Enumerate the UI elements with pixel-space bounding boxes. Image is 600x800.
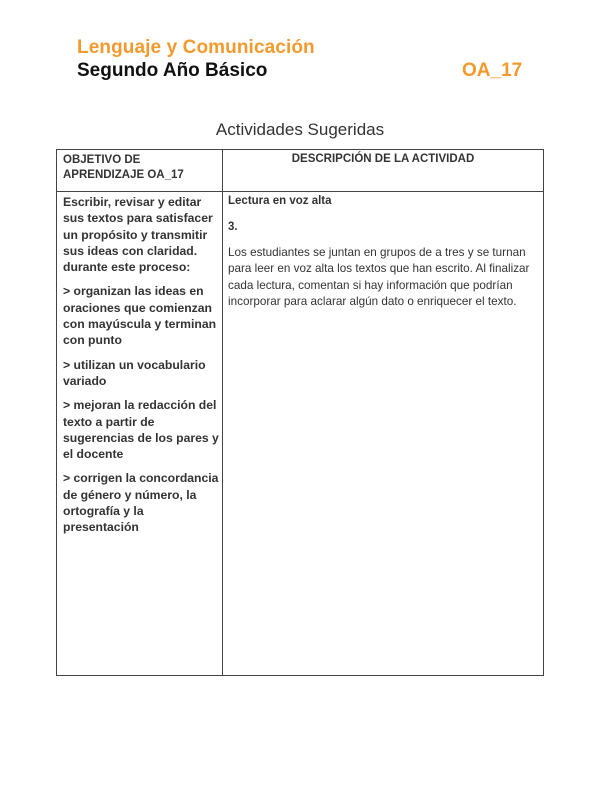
activity-number: 3. — [228, 221, 238, 233]
objective-point: > organizan las ideas en oraciones que comienzan con mayúscula y terminan con punto — [63, 284, 217, 348]
header-subject: Lenguaje y Comunicación — [77, 37, 315, 58]
section-title: Actividades Sugeridas — [215, 120, 385, 139]
activity-table — [56, 149, 544, 676]
description-header: DESCRIPCIÓN DE LA ACTIVIDAD — [291, 153, 475, 165]
activity-name: Lectura en voz alta — [228, 195, 332, 207]
objective-intro: Escribir, revisar y editar sus textos para satisfacer un propósito y transmitir sus ideas con claridad. durante este proceso: — [63, 195, 213, 275]
objective-point: > corrigen la concordancia de género y número, la ortografía y la presentación — [63, 471, 219, 535]
objective-cell — [63, 194, 219, 544]
objective-header: OBJETIVO DE APRENDIZAJE OA_17 — [63, 154, 184, 181]
objective-point: > utilizan un vocabulario variado — [63, 357, 206, 388]
header-grade: Segundo Año Básico — [77, 60, 268, 81]
objective-point: > mejoran la redacción del texto a partir de sugerencias de los pares y el docente — [63, 398, 219, 462]
table-column-divider — [222, 150, 223, 675]
table-row-divider — [57, 191, 543, 192]
activity-cell — [228, 194, 540, 310]
activity-description: Los estudiantes se juntan en grupos de a tres y se turnan para leer en voz alta los textos que han escrito. Al finalizar cada lectura, comentan si hay información que podrían incorporar para aclarar algún dato o enriquecer el texto. — [228, 246, 530, 308]
header-code: OA_17 — [462, 60, 523, 81]
